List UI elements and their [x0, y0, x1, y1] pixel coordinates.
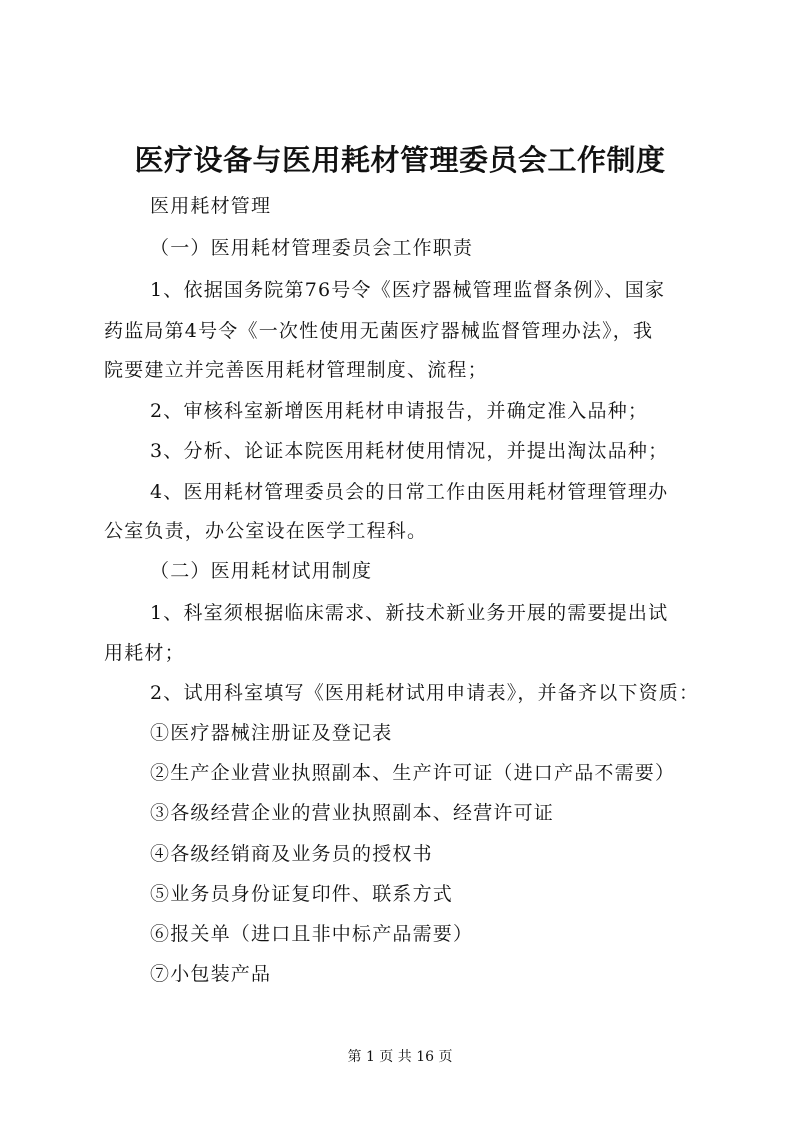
paragraph-line: 2、试用科室填写《医用耗材试用申请表》，并备齐以下资质：: [150, 682, 700, 704]
list-item: ①医疗器械注册证及登记表: [150, 722, 393, 744]
paragraph-line: 院要建立并完善医用耗材管理制度、流程；: [104, 359, 488, 381]
paragraph-line: 公室负责，办公室设在医学工程科。: [104, 520, 428, 542]
list-item: ⑥报关单（进口且非中标产品需要）: [150, 923, 474, 945]
document-title: 医疗设备与医用耗材管理委员会工作制度: [134, 143, 666, 177]
list-item: ③各级经营企业的营业执照副本、经营许可证: [150, 802, 555, 824]
paragraph-line: 2、审核科室新增医用耗材申请报告，并确定准入品种；: [150, 400, 649, 422]
paragraph-line: 3、分析、论证本院医用耗材使用情况，并提出淘汰品种；: [150, 440, 669, 462]
list-item: ⑤业务员身份证复印件、联系方式: [150, 883, 454, 905]
paragraph-line: 4、医用耗材管理委员会的日常工作由医用耗材管理管理办: [150, 481, 669, 503]
section-heading: 医用耗材管理: [150, 195, 272, 217]
paragraph-line: 1、依据国务院第76号令《医疗器械管理监督条例》、国家: [150, 279, 666, 301]
list-item: ④各级经销商及业务员的授权书: [150, 843, 433, 865]
paragraph-line: 用耗材；: [104, 642, 185, 664]
subsection-heading: （一）医用耗材管理委员会工作职责: [150, 237, 474, 259]
list-item: ⑦小包装产品: [150, 963, 272, 985]
paragraph-line: 药监局第4号令《一次性使用无菌医疗器械监督管理办法》，我: [104, 320, 654, 342]
list-item: ②生产企业营业执照副本、生产许可证（进口产品不需要）: [150, 762, 676, 784]
subsection-heading: （二）医用耗材试用制度: [150, 560, 373, 582]
paragraph-line: 1、科室须根据临床需求、新技术新业务开展的需要提出试: [150, 602, 669, 624]
page-number-footer: 第 1 页 共 16 页: [347, 1049, 453, 1065]
